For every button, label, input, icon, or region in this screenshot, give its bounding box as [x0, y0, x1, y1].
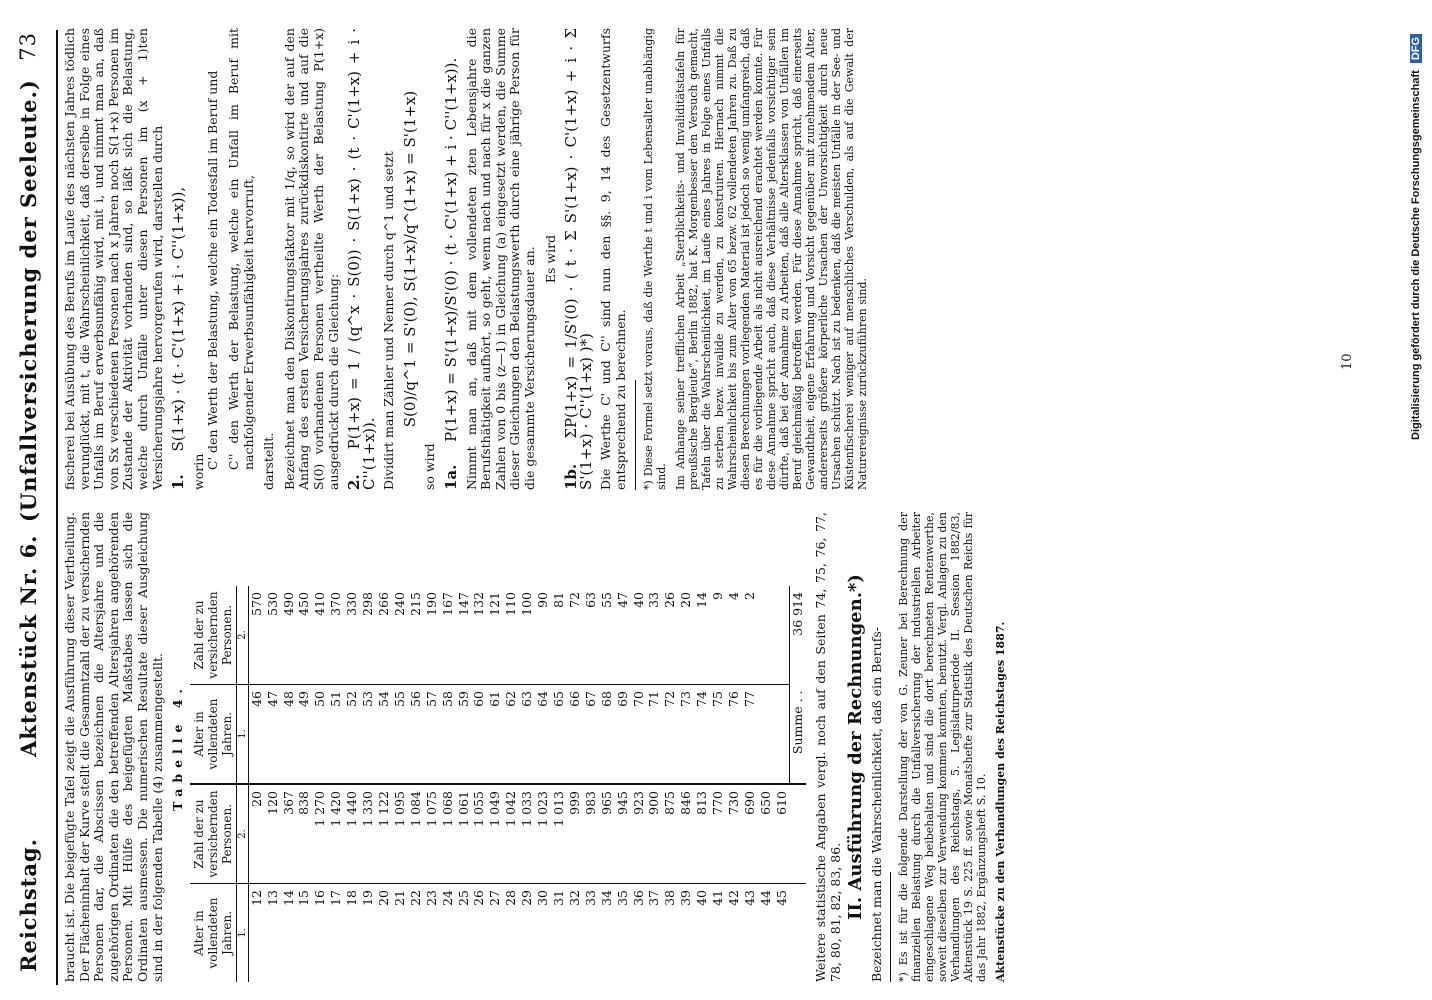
table-cell-age: 29: [519, 884, 535, 983]
table-cell-count: 47: [614, 592, 630, 608]
table-cell-count: 33: [646, 592, 662, 608]
paragraph-1: fischerei bei Ausübung des Berufs im Laufe des nächsten Jahres tödlich verunglückt, mit t, die Wahrscheinlichkeit, daß derselbe in Folge eines Unfalls im Beruf erwerbsunfähig wird, mit i, und nimmt man an, daß von Sx verschiedenen Personen nach x Jahren noch S(1+x) Personen im Zustande der Aktivität vorhanden sind, so läßt sich die Belastung, welche durch Unfälle unter diesen Personen im (x + 1)ten Versicherungsjahre hervorgerufen wird, darstellen durch: [62, 28, 165, 490]
paragraph-3: Dividirt man Zähler und Nenner durch q^1 und setzt: [381, 151, 397, 490]
footnote-continued: Im Anhange seiner trefflichen Arbeit „Sterblichkeits- und Invaliditätstafeln für preußische Bergleute“, Berlin 1882, hat K. Morgenbesser den Versuch gemacht, Tafeln über die Wahrscheinlichkeit, im Laufe eines Jahres in Folge eines Unfalls zu sterben bezw. invalide zu werden, zu konstruiren. Hiernach nimmt die Wahrscheinlichkeit bis zum Alter von 65 bezw. 62 vollendeten Jahren zu. Daß zu diesen Berechnungen vorliegenden Material ist jedoch so wenig umfangreich, daß es für die vorliegende Arbeit als nicht ausreichend erachtet werden konnte. Für diese Annahme spricht auch, daß diese Verhältnisse jedenfalls vorsichtiger sein dürfte, daß bei der Annahme zu Arbeiten, daß alle Altersklassen von Unfällen im Beruf gleichmäßig betroffen werden. Für diese Annahme spricht, daß einerseits Gewandtheit, eigene Erfahrung und Vorsicht gegenüber mit zunehmendem Alter, andererseits größere körperliche Ursachen der Unvorsichtigkeit durch neue Ursachen schützt. Nach ist zu bedenken, daß die meisten Unfälle in der See- und Küstenfischerei weniger auf menschliches Verschulden, als auf die Gewalt der Naturereignisse zurückzuführen sind.: [673, 28, 869, 490]
table-sum-row: [790, 586, 806, 982]
table-cell-age: 60: [471, 685, 487, 785]
table-row: [567, 586, 583, 982]
digitization-watermark: [1410, 34, 1422, 440]
table-cell-count: 14: [694, 592, 710, 608]
table-cell-age: 14: [281, 884, 297, 983]
equation-label: 1b.: [562, 463, 581, 490]
table-row: [248, 586, 264, 982]
table-cell-count: 490: [280, 592, 296, 616]
table-cell-age: 39: [678, 884, 694, 983]
table-cell-age: 32: [567, 884, 583, 983]
table-cell-count: 90: [535, 592, 551, 608]
table-cell-count: 1 440: [344, 784, 360, 884]
table-cell-count: 530: [264, 592, 280, 616]
table-row: [535, 586, 551, 982]
equation-2: [347, 28, 376, 490]
table-row: [503, 586, 519, 982]
table-cell-age: 12: [248, 884, 264, 983]
further-data-note: Weitere statistische Angaben vergl. noch auf den Seiten 74, 75, 76, 77, 78, 80, 81, 82, 83, 86.: [812, 512, 843, 982]
table-cell-age: 26: [471, 884, 487, 983]
table-row: [631, 586, 647, 982]
table-cell-age: 59: [456, 685, 472, 785]
table-cell-count: 120: [265, 784, 281, 884]
table-cell-count: 298: [360, 592, 376, 616]
table-cell-age: 52: [344, 685, 360, 785]
table-cell-age: 24: [440, 884, 456, 983]
table-row: [646, 586, 662, 982]
table-cell-age: 37: [646, 884, 662, 983]
table-cell-count: 1 330: [360, 784, 376, 884]
table-row: [296, 586, 312, 982]
table-cell-age: 53: [360, 685, 376, 785]
equation-text: ΣP(1+x) = 1/S'(0) · ( t · Σ S'(1+x) · C'(1+x) + i · Σ S'(1+x) · C''(1+x) )*): [562, 28, 595, 490]
equation-label: 2.: [345, 474, 364, 490]
table-cell-count: 1 095: [392, 784, 408, 884]
table-cell-count: 923: [631, 784, 647, 884]
bottom-note: Aktenstücke zu den Verhandlungen des Reichstages 1887.: [994, 621, 1008, 982]
sum-label: Summe . .: [790, 685, 806, 785]
table-cell-count: 690: [742, 784, 758, 884]
table-cell-age: 69: [615, 685, 631, 785]
table-cell-age: 57: [424, 685, 440, 785]
table-row: [328, 586, 344, 982]
equation-label: 1a.: [442, 464, 461, 490]
table-row: [519, 586, 535, 982]
table-index: 2.: [236, 784, 248, 884]
table-cell-age: 61: [487, 685, 503, 785]
table-cell-count: 72: [566, 592, 582, 608]
table-cell-count: 1 049: [487, 784, 503, 884]
table-cell-age: [758, 685, 774, 785]
table-cell-age: 62: [503, 685, 519, 785]
table-cell-count: 1 055: [471, 784, 487, 884]
table-cell-age: 74: [694, 685, 710, 785]
table-cell-count: 945: [615, 784, 631, 884]
table-cell-age: 51: [328, 685, 344, 785]
table-row: [551, 586, 567, 982]
footnote-separator: [890, 872, 891, 982]
table-cell-count: 55: [598, 592, 614, 608]
header-left: Reichstag.: [16, 838, 41, 972]
equation-label: 1.: [169, 474, 188, 490]
table-header-count-1: Zahl der zu versichernden Personen.: [190, 784, 237, 884]
table-row: [392, 586, 408, 982]
table-cell-age: 31: [551, 884, 567, 983]
table-cell-age: 34: [599, 884, 615, 983]
table-cell-age: [774, 685, 790, 785]
table-cell-count: [774, 586, 790, 685]
table-cell-age: 56: [408, 685, 424, 785]
table-4: [190, 586, 806, 982]
equation-substitution: S(0)/q^1 = S'(0), S(1+x)/q^(1+x) = S'(1+x): [400, 90, 419, 428]
table-cell-age: 20: [376, 884, 392, 983]
table-cell-count: 110: [503, 592, 519, 616]
table-cell-count: 900: [646, 784, 662, 884]
table-cell-count: 1 068: [440, 784, 456, 884]
table-cell-count: 1 084: [408, 784, 424, 884]
table-cell-age: 67: [583, 685, 599, 785]
table-cell-count: 410: [312, 592, 328, 616]
es-wird: Es wird: [542, 234, 558, 284]
table-cell-count: 1 122: [376, 784, 392, 884]
table-row: [599, 586, 615, 982]
table-cell-count: 370: [328, 592, 344, 616]
table-cell-age: 47: [265, 685, 281, 785]
table-cell-count: 167: [439, 592, 455, 616]
table-row: [265, 586, 281, 982]
table-cell-age: 73: [678, 685, 694, 785]
table-index: 1.: [236, 685, 248, 785]
equation-1a: [444, 28, 459, 490]
definition-2: C'' den Werth der Belastung, welche ein Unfall im Beruf mit nachfolgender Erwerbsunfähigkeit hervorruft,: [225, 28, 256, 470]
table-cell-count: 610: [774, 784, 790, 884]
table-cell-count: 999: [567, 784, 583, 884]
table-row: [360, 586, 376, 982]
table-cell-age: 22: [408, 884, 424, 983]
table-cell-age: 16: [312, 884, 328, 983]
table-cell-count: 81: [550, 592, 566, 608]
table-cell-age: 28: [503, 884, 519, 983]
table-cell-count: 266: [376, 592, 391, 616]
header-right: (Unfallversicherung der Seeleute.): [16, 79, 41, 522]
table-cell-count: 132: [471, 592, 487, 616]
table-cell-age: 33: [583, 884, 599, 983]
table-cell-age: 25: [456, 884, 472, 983]
table-cell-age: 15: [296, 884, 312, 983]
table-cell-count: 26: [662, 592, 678, 608]
table-cell-age: 55: [392, 685, 408, 785]
header-rule: [56, 30, 58, 985]
table-cell-age: 17: [328, 884, 344, 983]
table-cell-empty: [790, 884, 806, 983]
table-cell-age: 45: [774, 884, 790, 983]
table-row: [662, 586, 678, 982]
table-row: [710, 586, 726, 982]
table-cell-age: 43: [742, 884, 758, 983]
table-cell-count: 20: [248, 784, 264, 884]
table-row: [281, 586, 297, 982]
table-header-count-2: Zahl der zu versichernden Personen.: [190, 586, 237, 685]
table-cell-count: 846: [678, 784, 694, 884]
table-row: [376, 586, 392, 982]
table-cell-count: 330: [344, 592, 360, 616]
table-cell-count: 450: [296, 592, 312, 616]
watermark-text: Digitalisierung gefördert durch die Deutsche Forschungsgemeinschaft: [1410, 70, 1422, 440]
table-row: [344, 586, 360, 982]
table-cell-age: 42: [726, 884, 742, 983]
so-wird: so wird: [422, 443, 438, 490]
worin: worin: [190, 453, 206, 490]
darstellt: darstellt.: [261, 432, 277, 490]
table-row: [408, 586, 424, 982]
table-cell-age: 50: [312, 685, 328, 785]
table-cell-count: 875: [662, 784, 678, 884]
paragraph-5: Die Werthe C' und C'' sind nun den §§. 9, 14 des Gesetzentwurfs entsprechend zu berechnen.: [598, 28, 628, 490]
table-cell-age: 38: [662, 884, 678, 983]
table-row: [583, 586, 599, 982]
table-cell-age: 77: [742, 685, 758, 785]
table-cell-age: 58: [440, 685, 456, 785]
table-cell-empty: [790, 784, 806, 884]
table-cell-age: 21: [392, 884, 408, 983]
table-row: [440, 586, 456, 982]
left-column: [63, 512, 1013, 982]
table-cell-age: 68: [599, 685, 615, 785]
table-cell-age: 36: [631, 884, 647, 983]
header-middle: Aktenstück Nr. 6.: [16, 534, 41, 757]
table-cell-count: 1 042: [503, 784, 519, 884]
table-cell-count: 1 075: [424, 784, 440, 884]
page-header: [10, 32, 50, 992]
table-row: [726, 586, 742, 982]
table-cell-count: 4: [725, 592, 741, 600]
table-cell-age: 23: [424, 884, 440, 983]
table-row: [615, 586, 631, 982]
table-cell-count: [758, 586, 774, 685]
footnote: *) Diese Formel setzt voraus, daß die Werthe t und i vom Lebensalter unabhängig sind.: [641, 28, 668, 490]
table-cell-count: 367: [281, 784, 297, 884]
table-cell-age: 63: [519, 685, 535, 785]
table-cell-age: 64: [535, 685, 551, 785]
table-row: [742, 586, 758, 982]
table-cell-count: 63: [582, 592, 598, 608]
table-cell-age: 49: [296, 685, 312, 785]
table-cell-count: 1 061: [456, 784, 472, 884]
table-cell-age: 71: [646, 685, 662, 785]
intro-paragraph: braucht ist. Die beigefügte Tafel zeigt die Ausführung dieser Vertheilung. Der Flächeninhalt der Kurve stellt die Gesammtzahl der zu versichernden Personen dar, die Abscissen bezeichnen die Altersjahre und die zugehörigen Ordinaten die den betreffenden Altersjahren angehörenden Personen. Mit Hülfe des beigefügten Maßstabes lassen sich die Ordinaten ausmessen. Die numerischen Resultate dieser Ausgleichung sind in der folgenden Tabelle (4) zusammengestellt.: [62, 512, 165, 982]
footnote: *) Es ist für die folgende Darstellung der von G. Zeuner bei Berechnung der finanziellen Belastung durch die Unfallversicherung der industriellen Arbeiter eingeschlagene Weg beibehalten und sind die dort berechneten Rentenwerthe, soweit dieselben zur Verwendung kommen konnten, benutzt. Vergl. Anlagen zu den Verhandlungen des Reichstags, 5. Legislaturperiode II. Session 1882/83, Aktenstück 19 S. 225 ff. sowie Monatshefte zur Statistik des Deutschen Reichs für das Jahr 1882, Ergänzungsheft S. 10.: [897, 512, 989, 982]
table-cell-count: 9: [710, 592, 726, 600]
paragraph-2: Bezeichnet man den Diskontirungsfaktor mit 1/q, so wird der auf den Anfang des ersten Versicherungsjahres zurückdiskontirte und auf die S(0) vorhandenen Personen vertheilte Werth der Belastung P(1+x) ausgedrückt durch die Gleichung:: [281, 28, 341, 490]
section-text: Bezeichnet man die Wahrscheinlichkeit, daß ein Berufs-: [868, 627, 884, 982]
equation-text: S(1+x) · (t · C'(1+x) + i · C''(1+x)),: [169, 186, 188, 452]
sum-value: 36 914: [790, 586, 806, 685]
table-cell-age: 76: [726, 685, 742, 785]
table-cell-count: 215: [407, 592, 423, 616]
table-cell-count: 965: [599, 784, 615, 884]
table-cell-count: 147: [455, 592, 471, 616]
table-cell-age: 18: [344, 884, 360, 983]
definition-1: C' den Werth der Belastung, welche ein Todesfall im Beruf und: [205, 70, 221, 470]
table-cell-count: 121: [487, 592, 503, 616]
table-caption: Tabelle 4.: [170, 683, 186, 811]
table-cell-age: 75: [710, 685, 726, 785]
table-cell-age: 41: [710, 884, 726, 983]
table-index: 1.: [236, 884, 248, 983]
table-cell-age: 40: [694, 884, 710, 983]
table-row: [471, 586, 487, 982]
table-cell-age: 48: [281, 685, 297, 785]
table-cell-count: 770: [710, 784, 726, 884]
table-cell-age: 30: [535, 884, 551, 983]
table-row: [487, 586, 503, 982]
right-column: [63, 28, 875, 490]
table-cell-count: 1 013: [551, 784, 567, 884]
footnote-separator: [635, 380, 636, 490]
table-row: [678, 586, 694, 982]
page-number: 73: [16, 32, 40, 61]
table-cell-age: 54: [376, 685, 392, 785]
table-row: [424, 586, 440, 982]
table-cell-age: 65: [551, 685, 567, 785]
table-cell-age: 66: [567, 685, 583, 785]
table-cell-count: 650: [758, 784, 774, 884]
table-cell-count: 2: [741, 592, 757, 600]
table-row: [774, 586, 790, 982]
table-cell-count: 570: [248, 592, 264, 616]
equation-text: P(1+x) = 1 / (q^x · S(0)) · S(1+x) · (t · C'(1+x) + i · C''(1+x)).: [345, 28, 378, 490]
table-cell-count: 813: [694, 784, 710, 884]
table-header-age-1: Alter in vollendeten Jahren.: [190, 884, 237, 983]
table-cell-age: 13: [265, 884, 281, 983]
table-cell-age: 35: [615, 884, 631, 983]
table-cell-count: 190: [423, 592, 439, 616]
table-cell-count: 1 420: [328, 784, 344, 884]
table-header-age-2: Alter in vollendeten Jahren.: [190, 685, 237, 785]
table-cell-count: 730: [726, 784, 742, 884]
table-row: [456, 586, 472, 982]
table-cell-count: 1 023: [535, 784, 551, 884]
table-row: [312, 586, 328, 982]
equation-1b: [564, 28, 593, 490]
table-cell-count: 838: [296, 784, 312, 884]
table-cell-age: 46: [248, 685, 264, 785]
table-cell-count: 983: [583, 784, 599, 884]
table-cell-count: 40: [630, 592, 646, 608]
equation-1: [171, 28, 186, 490]
table-cell-count: 20: [678, 592, 694, 608]
table-cell-count: 1 270: [312, 784, 328, 884]
table-cell-age: 70: [631, 685, 647, 785]
table-cell-count: 240: [391, 592, 407, 616]
table-index: 2.: [236, 586, 248, 685]
table-row: [758, 586, 774, 982]
table-cell-age: 44: [758, 884, 774, 983]
dfg-logo-icon: DFG: [1410, 34, 1422, 63]
table-row: [694, 586, 710, 982]
table-body: [248, 586, 806, 982]
table-cell-count: 1 033: [519, 784, 535, 884]
table-cell-age: 27: [487, 884, 503, 983]
section-title: II. Ausführung der Rechnungen.*): [845, 574, 867, 920]
paragraph-4: Nimmt man an, daß mit dem vollendeten zten Lebensjahre die Berufsthätigkeit aufhört, so geht, wenn nach und nach für x die ganzen Zahlen von 0 bis (z—1) in Gleichung (a) eingesetzt werden, die Summe dieser Gleichungen den Belastungswerth durch eine jährige Person für die gesammte Versicherungsdauer an.: [463, 28, 538, 490]
equation-text: P(1+x) = S'(1+x)/S'(0) · (t · C'(1+x) + i · C''(1+x)).: [442, 57, 461, 442]
page-signature: 10: [1340, 353, 1355, 370]
table-cell-age: 72: [662, 685, 678, 785]
table-cell-count: 100: [519, 592, 535, 616]
table-cell-age: 19: [360, 884, 376, 983]
